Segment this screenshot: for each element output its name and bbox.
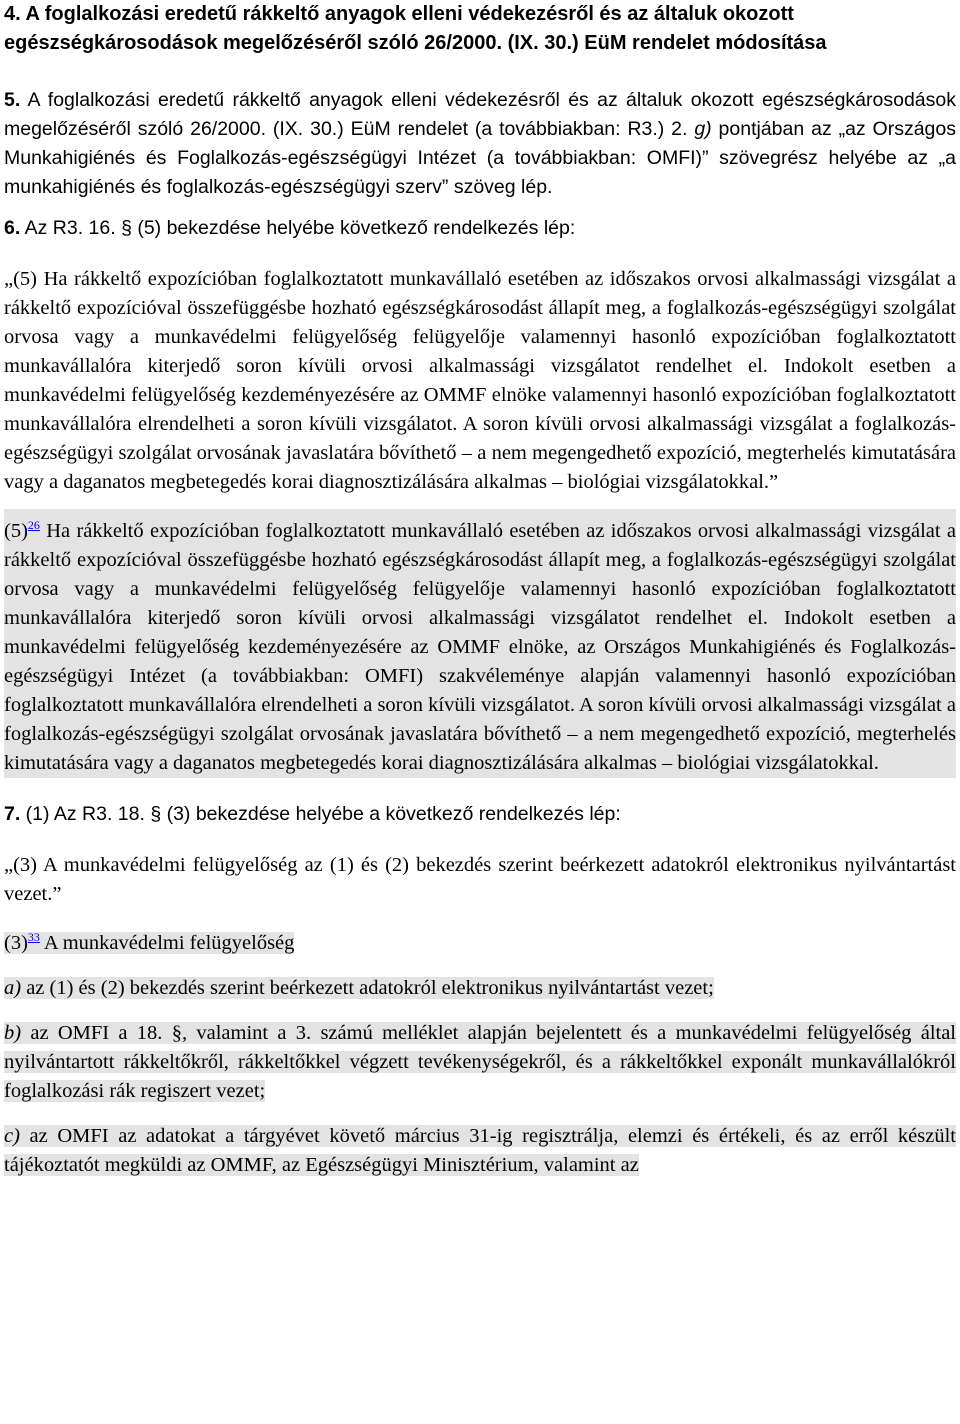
item-b-paragraph: [4, 1019, 956, 1106]
item-a-highlight: [4, 977, 714, 999]
item-c-paragraph: [4, 1122, 956, 1180]
new-paragraph-5: „(5) Ha rákkeltő expozícióban foglalkoztatott munkavállaló esetében az időszakos orvosi alkalmassági vizsgálat a rákkeltő expozícióval összefüggésbe hozható egészségkárosodást állapít meg, a foglalkozás-egészségügyi szolgálat orvosa vagy a munkavédelmi felügyelőség felügyelője valamennyi hasonló expozícióban foglalkoztatott munkavállalóra kiterjedő soron kívüli orvosi alkalmassági vizsgálatot rendelhet el. Indokolt esetben a munkavédelmi felügyelőség kezdeményezésére az OMMF elnöke valamennyi hasonló expozícióban foglalkoztatott munkavállalóra elrendelheti a soron kívüli vizsgálatot. A soron kívüli orvosi alkalmassági vizsgálat a foglalkozás-egészségügyi szolgálat orvosának javaslatára bővíthető – a nem megengedhető expozíció, megterhelés kimutatására vagy a daganatos megbetegedés korai diagnosztizálására alkalmas – biológiai vizsgálatokkal.”: [4, 268, 956, 493]
item-a-text: az (1) és (2) bekezdés szerint beérkezett adatokról elektronikus nyilvántartást vezet;: [21, 976, 714, 999]
item-b-text: az OMFI a 18. §, valamint a 3. számú melléklet alapján bejelentett és a munkavédelmi felügyelőség által nyilvántartott rákkeltőkről, rákkeltőkkel végzett tevékenységekről, és a rákkeltőkkel exponált munkavállalókról foglalkozási rák regiszert vezet;: [4, 1021, 956, 1102]
item-b-highlight: [4, 1022, 956, 1102]
point-5-paragraph: [4, 86, 956, 202]
item-a-paragraph: [4, 974, 956, 1003]
section-4-heading: 4. A foglalkozási eredetű rákkeltő anyagok elleni védekezésről és az általuk okozott egészségkárosodások megelőzéséről szóló 26/2000. (IX. 30.) EüM rendelet módosítása: [4, 3, 827, 54]
point-5-number: 5.: [4, 89, 21, 111]
old-paragraph-3: [4, 921, 956, 958]
old-paragraph-3-text: A munkavédelmi felügyelőség: [39, 931, 295, 954]
new-paragraph-3: „(3) A munkavédelmi felügyelőség az (1) és (2) bekezdés szerint beérkezett adatokról elektronikus nyilvántartást vezet.”: [4, 853, 956, 905]
old-paragraph-5-prefix: (5): [4, 519, 28, 542]
point-7-text: (1) Az R3. 18. § (3) bekezdése helyébe a következő rendelkezés lép:: [20, 802, 621, 825]
point-5-text-b: pontjában az „az Országos Munkahigiénés és Foglalkozás-egészségügyi Intézet (a továbbiakban: OMFI)” szövegrész helyébe az „a munkahigiénés és foglalkozás-egészségügyi szerv” szöveg lép.: [4, 118, 956, 198]
point-6-text: Az R3. 16. § (5) bekezdése helyébe következő rendelkezés lép:: [20, 217, 576, 239]
point-7-paragraph: [4, 800, 956, 829]
footnote-33-link[interactable]: 33: [27, 929, 40, 944]
document-page: [4, 0, 956, 1180]
point-6-number: 6.: [4, 217, 21, 239]
old-paragraph-3-prefix: (3): [4, 931, 28, 954]
item-c-text: az OMFI az adatokat a tárgyévet követő március 31-ig regisztrálja, elemzi és értékeli, és az erről készült tájékoztatót megküldi az OMMF, az Egészségügyi Minisztérium, valamint az: [4, 1124, 956, 1176]
point-5-text-a: A foglalkozási eredetű rákkeltő anyagok elleni védekezésről és az általuk okozott egészségkárosodások megelőzéséről szóló 26/2000. (IX. 30.) EüM rendelet (a továbbiakban: R3.) 2.: [4, 89, 956, 140]
item-a-label: a): [4, 976, 22, 999]
point-6-paragraph: [4, 214, 956, 243]
old-paragraph-5-text: Ha rákkeltő expozícióban foglalkoztatott munkavállaló esetében az időszakos orvosi alkalmassági vizsgálat a rákkeltő expozícióval összefüggésbe hozható egészségkárosodást állapít meg, a foglalkozás-egészségügyi szolgálat orvosa vagy a munkavédelmi felügyelőség felügyelője valamennyi hasonló expozícióban foglalkoztatott munkavállalóra kiterjedő soron kívüli orvosi alkalmassági vizsgálatot rendelhet el. Indokolt esetben a munkavédelmi felügyelőség kezdeményezésére az OMMF elnöke, az Országos Munkahigiénés és Foglalkozás-egészségügyi Intézet (a továbbiakban: OMFI) szakvéleménye alapján valamennyi hasonló expozícióban foglalkoztatott munkavállalóra elrendelheti a soron kívüli vizsgálatot. A soron kívüli orvosi alkalmassági vizsgálat a foglalkozás-egészségügyi szolgálat orvosának javaslatára bővíthető – a nem megengedhető expozíció, megterhelés kimutatására vagy a daganatos megbetegedés korai diagnosztizálására alkalmas – biológiai vizsgálatokkal.: [4, 519, 956, 774]
item-b-label: b): [4, 1021, 22, 1044]
old-paragraph-3-highlight: [4, 929, 295, 954]
item-c-highlight: [4, 1125, 956, 1176]
footnote-26-link[interactable]: 26: [27, 518, 40, 532]
point-5-g-label: g): [694, 118, 712, 140]
item-c-label: c): [4, 1124, 20, 1147]
old-paragraph-5: [4, 509, 956, 778]
point-7-number: 7.: [4, 802, 21, 825]
